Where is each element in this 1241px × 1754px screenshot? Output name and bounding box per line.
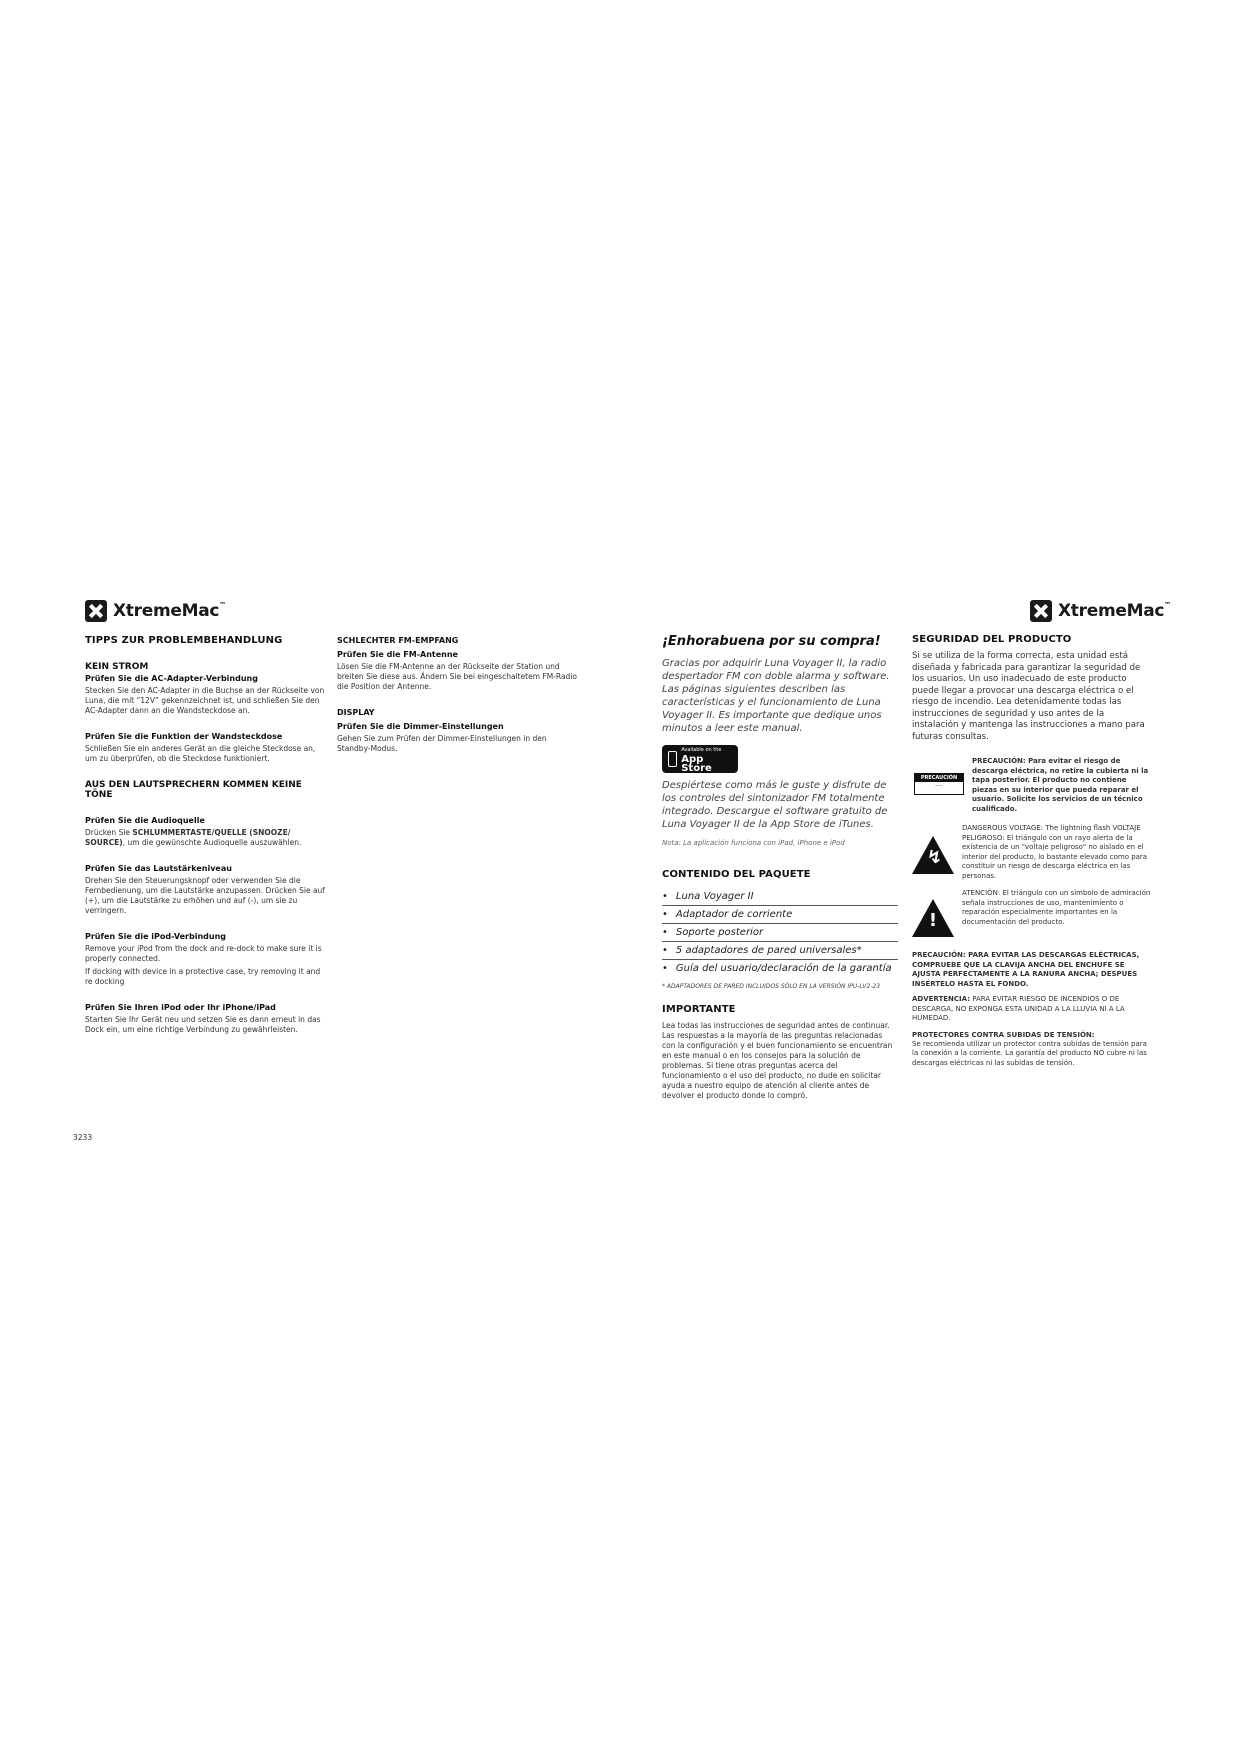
check-outlet-heading: Prüfen Sie die Funktion der Wandsteckdose [85,732,283,741]
surge-protector-heading: PROTECTORES CONTRA SUBIDAS DE TENSIÓN: [912,1030,1095,1039]
exclamation-warning-icon: ! [912,899,954,937]
caution-text: PRECAUCIÓN: Para evitar el riesgo de descarga eléctrica, no retire la cubierta ni la tapa posterior. El producto no contiene piezas en su interior que pueda reparar el usuario. Solicite los servicios de un técnico cualificado. [972,757,1149,813]
lightning-warning-icon: ↯ [912,836,954,874]
important-text: Lea todas las instrucciones de seguridad antes de continuar. Las respuestas a la mayoría de las preguntas relacionadas con la configuración y el buen funcionamiento se encuentran en este manual o en los consejos para la solución de problemas. Si tiene otras preguntas acerca del funcionamiento o el uso del producto, no dude en solicitar ayuda a nuestro equipo de atención al cliente antes de devolver el producto donde lo compró. [662,1021,893,1100]
no-power-heading: KEIN STROM [85,662,149,672]
brand-name: XtremeMac™ [113,601,226,621]
german-column-1 [85,635,325,1035]
check-device-heading: Prüfen Sie Ihren iPod oder Ihr iPhone/iPad [85,1003,276,1012]
app-store-badge[interactable]: Available on the App Store [662,745,898,773]
caution-block [912,757,1152,814]
list-item: • Guía del usuario/declaración de la garantía [662,963,892,974]
safety-heading: SEGURIDAD DEL PRODUCTO [912,634,1072,645]
caution-plug-text: PRECAUCIÓN: PARA EVITAR LAS DESCARGAS ELÉCTRICAS, COMPRUEBE QUE LA CLAVIJA ANCHA DEL ENCHUFE SE AJUSTA PERFECTAMENTE A LA RANURA ANCHA; DESPUÉS INSÉRTELO HASTA EL FONDO. [912,951,1140,988]
check-outlet-text: Schließen Sie ein anderes Gerät an die gleiche Steckdose an, um zu überprüfen, ob die Steckdose funktioniert. [85,744,316,763]
intro-text-2: Despiértese como más le guste y disfrute de los controles del sintonizador FM totalmente integrado. Descargue el software gratuito de Luna Voyager II de la App Store de iTunes. [662,780,888,830]
check-volume-heading: Prüfen Sie das Lautstärkeniveau [85,864,232,873]
phone-icon [668,751,677,767]
check-ipod-text-1: Remove your iPod from the dock and re-dock to make sure it is properly connected. [85,944,322,963]
caution-label-icon: PRECAUCIÓN ──── [914,773,964,795]
german-column-2 [337,636,577,754]
list-item: • Adaptador de corriente [662,906,898,924]
check-audio-source-text: Drücken Sie SCHLUMMERTASTE/QUELLE (SNOOZE/ SOURCE), um die gewünschte Audioquelle auszuwählen. [85,828,302,847]
list-item: • Soporte posterior [662,924,898,942]
surge-protector-text: Se recomienda utilizar un protector contra subidas de tensión para la conexión a la corriente. La garantía del producto NO cubre ni las descargas eléctricas ni las subidas de tensión. [912,1039,1147,1067]
brand-logo-left [85,600,226,622]
intro-text: Gracias por adquirir Luna Voyager II, la radio despertador FM con doble alarma y software. Las páginas siguientes describen las características y el funcionamiento de Luna Voyager II. Es importante que dedique unos minutos a leer este manual. [662,658,890,734]
list-item: • 5 adaptadores de pared universales* [662,942,898,960]
fm-reception-heading: SCHLECHTER FM-EMPFANG [337,636,459,645]
list-item: • Luna Voyager II [662,888,898,906]
safety-text: Si se utiliza de la forma correcta, esta unidad está diseñada y fabricada para garantizar la seguridad de los usuarios. Un uso inadecuado de este producto puede llegar a provocar una descarga eléctrica o el riesgo de incendio. Lea detenidamente todas las instrucciones de seguridad y uso antes de la instalación y mantenga las instrucciones a mano para futuras consultas. [912,651,1145,742]
check-fm-antenna-text: Lösen Sie die FM-Antenne an der Rückseite der Station und breiten Sie diese aus. Ändern Sie bei eingeschaltetem FM-Radio die Position der Antenne. [337,662,577,691]
brand-logo-right [1030,600,1171,622]
app-note: Nota: La aplicación funciona con iPad, iPhone e iPod [662,839,845,847]
important-heading: IMPORTANTE [662,1004,736,1015]
brand-name: XtremeMac™ [1058,601,1171,621]
xtrememac-logo-icon [85,600,107,622]
package-footnote: * ADAPTADORES DE PARED INCLUIDOS SÓLO EN LA VERSIÓN IPU-LV2-23 [662,983,881,990]
congrats-title: ¡Enhorabuena por su compra! [662,634,881,649]
check-dimmer-text: Gehen Sie zum Prüfen der Dimmer-Einstellungen in den Standby-Modus. [337,734,547,753]
display-heading: DISPLAY [337,708,375,717]
attention-block [912,889,1152,937]
spanish-column-1 [662,634,898,1101]
check-ac-text: Stecken Sie den AC-Adapter in die Buchse an der Rückseite von Luna, die mit “12V” gekennzeichnet ist, und schließen Sie den AC-Adapter dann an die Wandsteckdose an. [85,686,325,715]
page-number: 3233 [73,1133,93,1142]
troubleshooting-title: TIPPS ZUR PROBLEMBEHANDLUNG [85,635,283,646]
dangerous-voltage-block [912,824,1152,881]
no-sound-heading: AUS DEN LAUTSPRECHERN KOMMEN KEINE TÖNE [85,780,302,800]
check-dimmer-heading: Prüfen Sie die Dimmer-Einstellungen [337,722,504,731]
check-ac-heading: Prüfen Sie die AC-Adapter-Verbindung [85,674,258,683]
package-heading: CONTENIDO DEL PAQUETE [662,869,811,880]
check-device-text: Starten Sie Ihr Gerät neu und setzen Sie es dann erneut in das Dock ein, um eine richtige Verbindung zu gewährleisten. [85,1015,321,1034]
warning-text: ADVERTENCIA: PARA EVITAR RIESGO DE INCENDIOS O DE DESCARGA, NO EXPONGA ESTA UNIDAD A LA LLUVIA NI A LA HUMEDAD. [912,995,1125,1022]
xtrememac-logo-icon [1030,600,1052,622]
check-fm-antenna-heading: Prüfen Sie die FM-Antenne [337,650,458,659]
check-audio-source-heading: Prüfen Sie die Audioquelle [85,816,205,825]
package-list [662,888,898,977]
spanish-column-2 [912,634,1152,1068]
attention-text: ATENCIÓN: El triángulo con un símbolo de admiración señala instrucciones de uso, mantenimiento o reparación especialmente importantes en la documentación del producto. [962,889,1151,926]
check-ipod-text-2: If docking with device in a protective case, try removing it and re docking [85,967,321,986]
check-volume-text: Drehen Sie den Steuerungsknopf oder verwenden Sie die Fernbedienung, um die Lautstärke anzupassen. Drücken Sie auf (+), um die Lautstärke zu erhöhen und auf (-), um sie zu verringern. [85,876,325,915]
check-ipod-heading: Prüfen Sie die iPod-Verbindung [85,932,226,941]
dangerous-voltage-text: DANGEROUS VOLTAGE: The lightning flash VOLTAJE PELIGROSO: El triángulo con un rayo alerta de la existencia de un "voltaje peligroso" no aislado en el interior del producto, lo bastante elevado como para constituir un riesgo de descarga eléctrica en las personas. [962,824,1148,880]
